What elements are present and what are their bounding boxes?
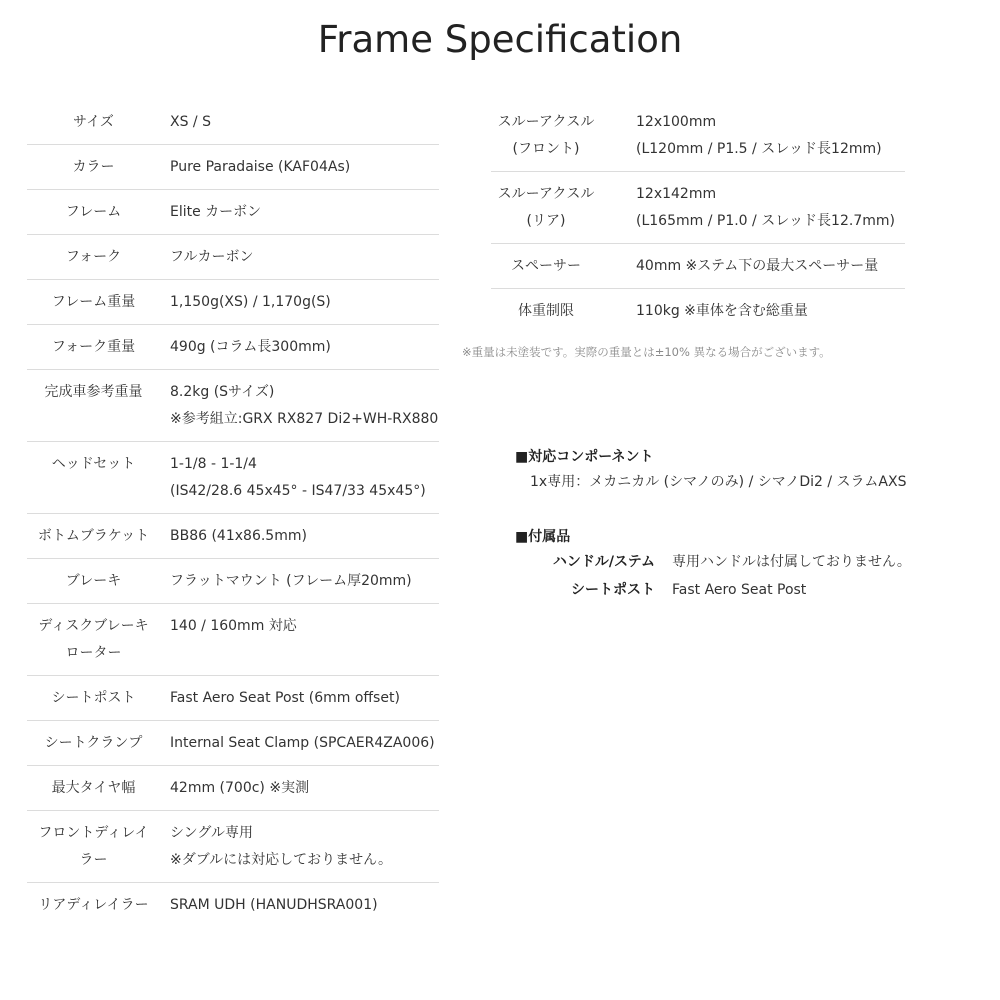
spec-value-line: 110kg ※車体を含む総重量 (636, 303, 808, 319)
spec-row (27, 235, 439, 280)
spec-row (27, 100, 439, 145)
spec-value-line: ※参考組立:GRX RX827 Di2+WH-RX880 (170, 411, 439, 427)
spec-value-line: Elite カーボン (170, 204, 262, 220)
spec-label-line: シートクランプ (44, 735, 143, 751)
spec-label-line: ボトムブラケット (37, 528, 150, 544)
spec-row (27, 721, 439, 766)
spec-label-line: リアディレイラー (38, 897, 149, 913)
spec-label-line: スルーアクスル (497, 186, 595, 202)
spec-label (27, 442, 160, 514)
spec-value-line: Fast Aero Seat Post (6mm offset) (170, 690, 400, 706)
spec-value-line: 8.2kg (Sサイズ) (170, 384, 275, 400)
accessory-row (515, 548, 911, 576)
spec-value (601, 244, 905, 289)
spec-label (27, 145, 160, 190)
spec-value (160, 883, 439, 928)
spec-row (27, 442, 439, 514)
spec-value (160, 604, 439, 676)
spec-label (27, 766, 160, 811)
frame-spec-table-left (27, 100, 439, 927)
spec-label-line: 体重制限 (518, 303, 574, 319)
accessories-section (515, 526, 911, 604)
spec-label-line: スルーアクスル (497, 114, 595, 130)
spec-label-line: シートポスト (51, 690, 136, 706)
spec-value-line: 12x100mm (636, 114, 717, 130)
spec-row (27, 559, 439, 604)
spec-label (27, 100, 160, 145)
page-title: Frame Specification (317, 18, 683, 61)
spec-value (160, 280, 439, 325)
spec-value (160, 370, 439, 442)
spec-label (27, 811, 160, 883)
spec-row (491, 100, 905, 172)
spec-label (27, 604, 160, 676)
spec-label-line: カラー (72, 159, 115, 175)
spec-value-line: Pure Paradaise (KAF04As) (170, 159, 351, 175)
spec-value (601, 100, 905, 172)
spec-label-line: フレーム (65, 204, 122, 220)
accessory-row (515, 576, 911, 604)
spec-value-line: (L120mm / P1.5 / スレッド長12mm) (636, 141, 882, 157)
spec-row (27, 190, 439, 235)
spec-value (160, 442, 439, 514)
spec-value (160, 676, 439, 721)
spec-label-line: (リア) (526, 213, 566, 229)
spec-label (491, 172, 601, 244)
spec-value (601, 172, 905, 244)
spec-value-line: シングル専用 (170, 825, 253, 841)
spec-label-line: 最大タイヤ幅 (51, 780, 136, 796)
spec-value (160, 235, 439, 280)
spec-value-line: フルカーボン (170, 249, 254, 265)
spec-value (160, 514, 439, 559)
spec-label-line: ラー (79, 852, 108, 868)
spec-row (27, 883, 439, 928)
spec-label-line: フレーム重量 (51, 294, 136, 310)
spec-value-line: 490g (コラム長300mm) (170, 339, 331, 355)
spec-label-line: フォーク (65, 249, 122, 265)
spec-label (27, 721, 160, 766)
spec-label (27, 280, 160, 325)
spec-row (491, 172, 905, 244)
components-section (515, 446, 906, 496)
spec-label-line: ディスクブレーキ (38, 618, 149, 634)
spec-value-line: ※ダブルには対応しておりません。 (170, 852, 393, 868)
spec-row (27, 766, 439, 811)
spec-row (27, 370, 439, 442)
components-heading: ■対応コンポーネント (515, 449, 654, 465)
spec-label (27, 370, 160, 442)
spec-value (160, 766, 439, 811)
spec-label-line: ブレーキ (65, 573, 122, 589)
spec-row (27, 676, 439, 721)
spec-label (27, 676, 160, 721)
spec-value (160, 325, 439, 370)
spec-value (160, 190, 439, 235)
spec-label (27, 235, 160, 280)
spec-label (491, 244, 601, 289)
accessory-label: ハンドル/ステム (552, 554, 655, 570)
spec-label (491, 289, 601, 334)
spec-value-line: 1,150g(XS) / 1,170g(S) (170, 294, 331, 310)
accessories-heading: ■付属品 (515, 529, 571, 545)
spec-value-line: フラットマウント (フレーム厚20mm) (170, 573, 412, 589)
spec-label-line: 完成車参考重量 (44, 384, 143, 400)
components-body: 1x専用：メカニカル (シマノのみ) / シマノDi2 / スラムAXS (530, 474, 907, 490)
spec-value (160, 100, 439, 145)
weight-note: ※重量は未塗装です。実際の重量とは±10% 異なる場合がございます。 (462, 345, 831, 359)
spec-value (160, 811, 439, 883)
spec-row (27, 811, 439, 883)
frame-spec-table-right (491, 100, 905, 333)
spec-value (160, 145, 439, 190)
spec-value (160, 721, 439, 766)
spec-row (491, 244, 905, 289)
spec-value-line: (IS42/28.6 45x45° - IS47/33 45x45°) (170, 483, 426, 499)
spec-value-line: SRAM UDH (HANUDHSRA001) (170, 897, 378, 913)
spec-value-line: Internal Seat Clamp (SPCAER4ZA006) (170, 735, 435, 751)
spec-row (491, 289, 905, 334)
spec-label (27, 883, 160, 928)
spec-label-line: スペーサー (511, 258, 581, 274)
spec-value-line: XS / S (170, 114, 211, 130)
spec-value-line: 140 / 160mm 対応 (170, 618, 297, 634)
spec-label (491, 100, 601, 172)
spec-row (27, 514, 439, 559)
spec-label (27, 325, 160, 370)
spec-label-line: サイズ (73, 114, 114, 130)
spec-label (27, 514, 160, 559)
spec-label-line: フロントディレイ (38, 825, 149, 841)
spec-row (27, 325, 439, 370)
accessory-value: 専用ハンドルは付属しておりません。 (672, 554, 911, 570)
spec-value-line: 40mm ※ステム下の最大スペーサー量 (636, 258, 879, 274)
spec-label (27, 559, 160, 604)
spec-label-line: ローター (65, 645, 122, 661)
accessory-value: Fast Aero Seat Post (672, 582, 807, 598)
spec-value-line: (L165mm / P1.0 / スレッド長12.7mm) (636, 213, 895, 229)
spec-label-line: ヘッドセット (51, 456, 136, 472)
spec-value-line: 1-1/8 - 1-1/4 (170, 456, 257, 472)
spec-value (160, 559, 439, 604)
spec-value (601, 289, 905, 334)
spec-label-line: フォーク重量 (51, 339, 136, 355)
spec-row (27, 280, 439, 325)
spec-row (27, 604, 439, 676)
spec-label-line: (フロント) (512, 141, 580, 157)
spec-value-line: 42mm (700c) ※実測 (170, 780, 310, 796)
spec-value-line: 12x142mm (636, 186, 717, 202)
spec-row (27, 145, 439, 190)
accessory-label: シートポスト (571, 582, 655, 598)
spec-value-line: BB86 (41x86.5mm) (170, 528, 307, 544)
spec-label (27, 190, 160, 235)
